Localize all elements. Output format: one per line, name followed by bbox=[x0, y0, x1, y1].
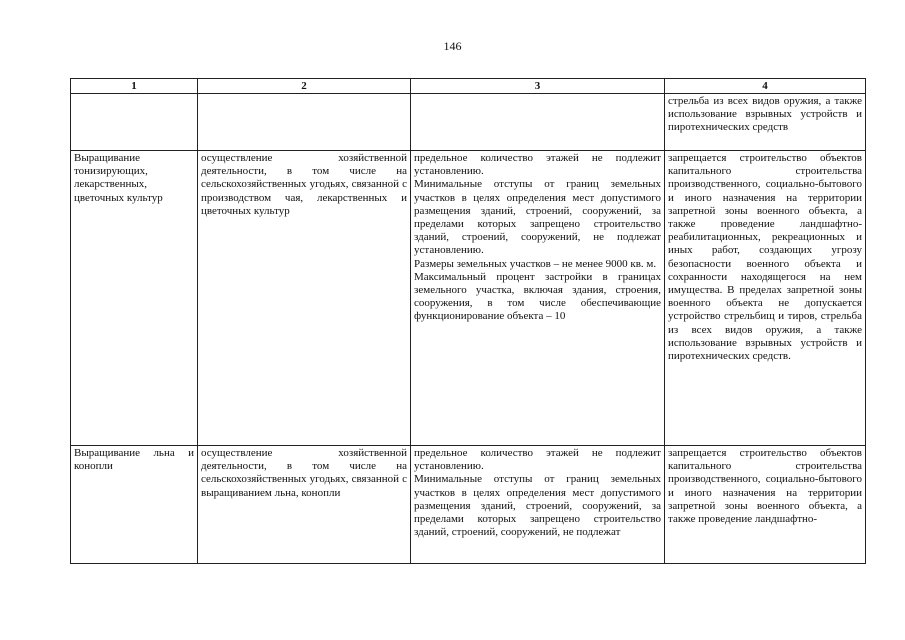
row-3-parameter-paragraph: Минимальные отступы от границ земельных участков в целях определения мест допустимого размещения зданий, строений, сооружений, за пределами которых запрещено строительство зданий, строений, сооружений, не подлежат bbox=[414, 473, 661, 539]
column-header-3: 3 bbox=[411, 79, 665, 94]
row-1-description bbox=[198, 94, 411, 151]
row-2-parameters bbox=[411, 151, 665, 446]
row-2-parameter-paragraph: Максимальный процент застройки в границах земельного участка, включая здания, строения, сооружения, в том числе обеспечивающие функционирование объекта – 10 bbox=[414, 270, 661, 323]
row-3-use-type: Выращивание льна и конопли bbox=[71, 446, 198, 564]
row-2-parameter-paragraph: Минимальные отступы от границ земельных участков в целях определения мест допустимого размещения зданий, строений, сооружений, за пределами которых запрещено строительство зданий, строений, сооружений, не подлежат установлению. bbox=[414, 178, 661, 257]
column-header-1: 1 bbox=[71, 79, 198, 94]
row-2-parameter-paragraph: Размеры земельных участков – не менее 9000 кв. м. bbox=[414, 257, 657, 270]
row-2-description: осуществление хозяйственной деятельности, в том числе на сельскохозяйственных угодьях, связанной с производством чая, лекарственных и цветочных культур bbox=[198, 151, 411, 446]
row-1-use-type bbox=[71, 94, 198, 151]
row-2-use-type: Выращивание тонизирующих, лекарственных, цветочных культур bbox=[71, 151, 198, 446]
regulation-table bbox=[70, 78, 866, 564]
table-row bbox=[71, 94, 866, 151]
row-3-parameters bbox=[411, 446, 665, 564]
row-2-parameter-paragraph: предельное количество этажей не подлежит установлению. bbox=[414, 152, 661, 178]
table-header-row bbox=[71, 79, 866, 94]
column-header-2: 2 bbox=[198, 79, 411, 94]
column-header-4: 4 bbox=[665, 79, 866, 94]
page-number: 146 bbox=[443, 39, 462, 53]
row-2-restrictions: запрещается строительство объектов капитального строительства производственного, социально-бытового и иного назначения на территории запретной зоны военного объекта, а также проведение ландшафтно-реабилитационных, рекреационных и иных работ, создающих угрозу безопасности военного объекта и сохранности находящегося на нем имущества. В пределах запретной зоны военного объекта не допускается устройство стрельбищ и тиров, стрельба из всех видов оружия, а также использование взрывных устройств и пиротехнических средств. bbox=[665, 151, 866, 446]
table-row bbox=[71, 446, 866, 564]
table-row bbox=[71, 151, 866, 446]
row-3-restrictions: запрещается строительство объектов капитального строительства производственного, социально-бытового и иного назначения на территории запретной зоны военного объекта, а также проведение ландшафтно- bbox=[665, 446, 866, 564]
row-1-parameters bbox=[411, 94, 665, 151]
row-3-description: осуществление хозяйственной деятельности, в том числе на сельскохозяйственных угодьях, связанной с выращиванием льна, конопли bbox=[198, 446, 411, 564]
row-1-restrictions: стрельба из всех видов оружия, а также использование взрывных устройств и пиротехнических средств bbox=[665, 94, 866, 151]
row-3-parameter-paragraph: предельное количество этажей не подлежит установлению. bbox=[414, 447, 661, 473]
